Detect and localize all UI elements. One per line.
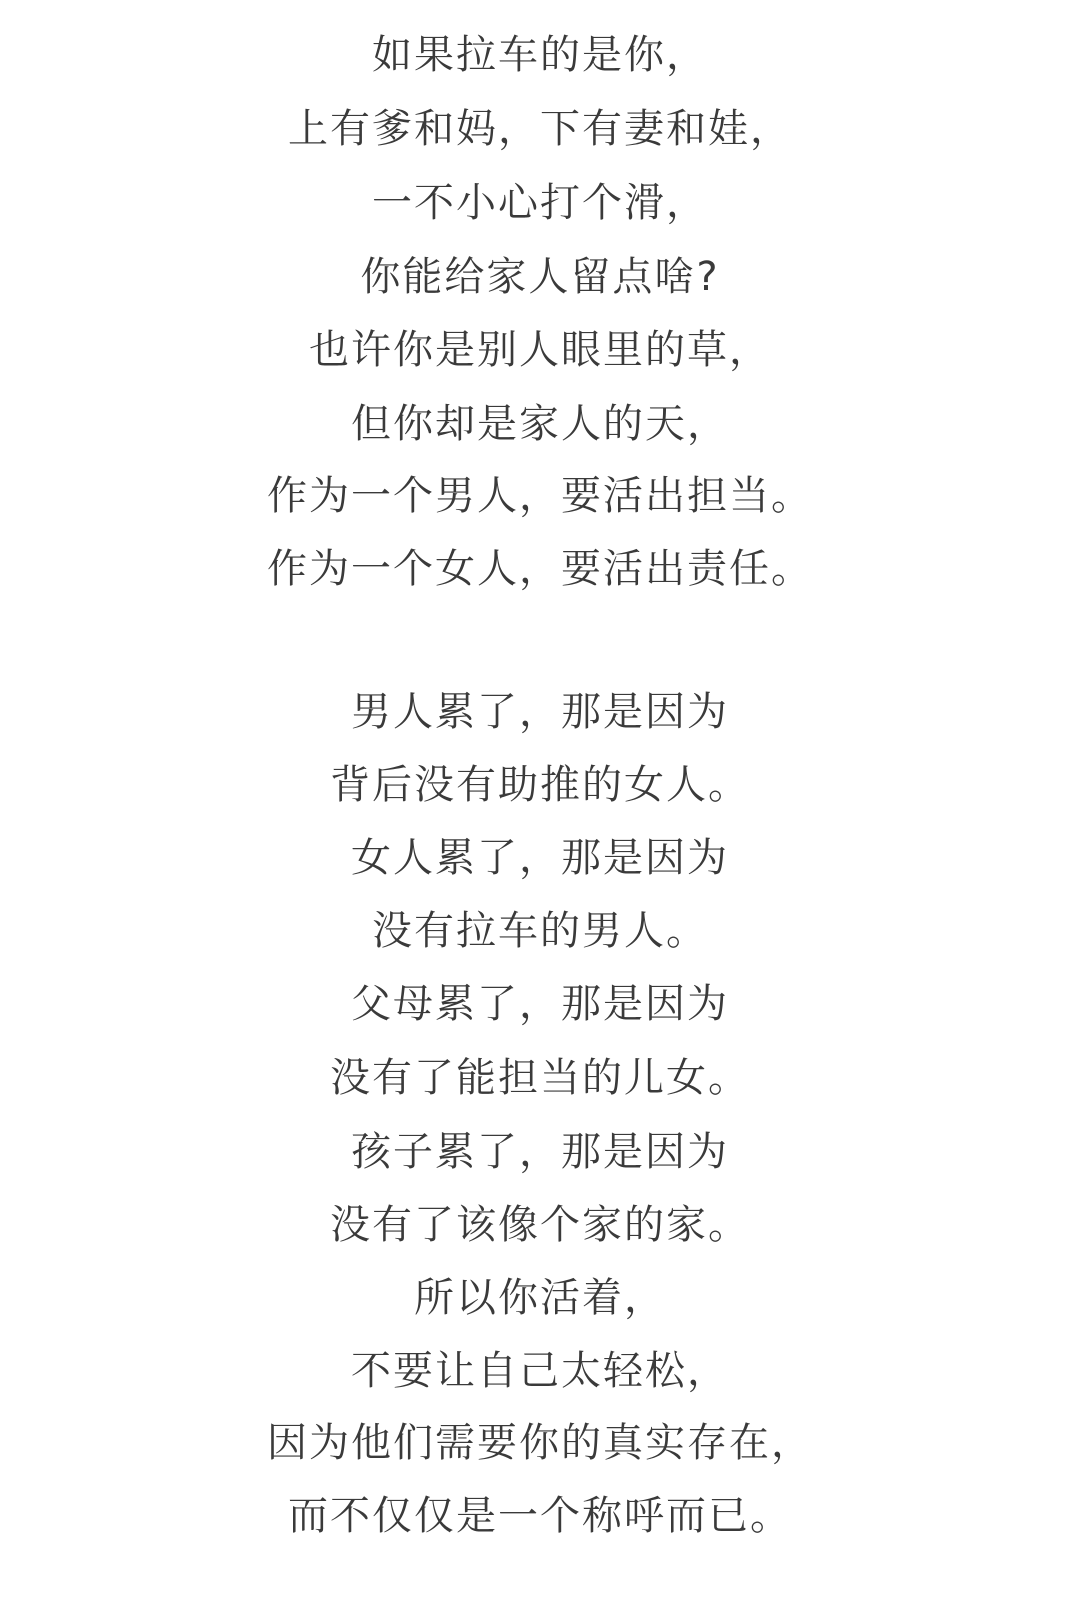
poem-line: 如果拉车的是你，	[372, 32, 708, 78]
poem-line: 背后没有助推的女人。	[330, 762, 750, 808]
poem-line: 父母累了，那是因为	[351, 981, 729, 1027]
poem-line: 没有了该像个家的家。	[330, 1202, 750, 1248]
poem-line: 你能给家人留点啥?	[360, 254, 720, 300]
poem-line: 女人累了，那是因为	[351, 835, 729, 881]
poem-line: 没有了能担当的儿女。	[330, 1055, 750, 1101]
poem-line: 所以你活着，	[414, 1275, 666, 1321]
poem-line: 也许你是别人眼里的草，	[309, 327, 771, 373]
poem-line: 上有爹和妈，下有妻和娃，	[288, 106, 792, 152]
poem-line: 作为一个男人，要活出担当。	[267, 473, 813, 519]
poem-line: 一不小心打个滑，	[372, 180, 708, 226]
poem-line: 不要让自己太轻松，	[351, 1348, 729, 1394]
poem-line: 没有拉车的男人。	[372, 908, 708, 954]
poem-line: 但你却是家人的天，	[351, 401, 729, 447]
poem-line: 而不仅仅是一个称呼而已。	[288, 1493, 792, 1539]
poem-line: 孩子累了，那是因为	[351, 1129, 729, 1175]
poem-line: 男人累了，那是因为	[351, 689, 729, 735]
poem-line: 因为他们需要你的真实存在，	[267, 1420, 813, 1466]
poem-line: 作为一个女人，要活出责任。	[267, 546, 813, 592]
